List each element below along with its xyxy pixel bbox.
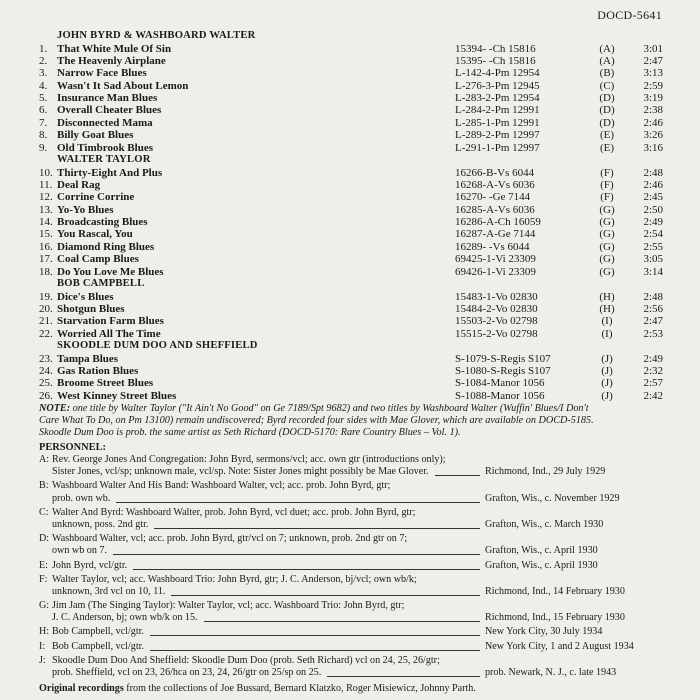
matrix-number: S-1088-Manor 1056 — [455, 389, 545, 402]
recording-place-date: Grafton, Wis., c. November 1929 — [485, 492, 620, 504]
personnel-line — [39, 667, 671, 679]
track-number: 5. — [39, 92, 48, 105]
session-code: (G) — [599, 228, 615, 241]
track-duration: 2:47 — [643, 54, 663, 67]
track-number: 24. — [39, 364, 53, 377]
track-title: Deal Rag — [57, 178, 101, 191]
track-duration: 2:50 — [643, 203, 663, 216]
track-row — [39, 377, 671, 389]
personnel-entry — [39, 480, 671, 504]
personnel-line — [39, 545, 671, 557]
track-title: Tampa Blues — [57, 352, 119, 365]
track-row — [39, 43, 671, 55]
track-number: 6. — [39, 104, 48, 117]
track-duration: 2:53 — [643, 327, 663, 340]
track-title: Coal Camp Blues — [57, 253, 139, 266]
track-row — [39, 167, 671, 179]
track-row — [39, 365, 671, 377]
track-title: Diamond Ring Blues — [57, 240, 155, 253]
personnel-entry — [39, 641, 671, 653]
track-title: Broome Street Blues — [57, 377, 154, 390]
track-duration: 2:46 — [643, 178, 663, 191]
track-row — [39, 291, 671, 303]
track-row — [39, 266, 671, 278]
personnel-entry — [39, 560, 671, 572]
personnel-line — [39, 626, 671, 638]
personnel-text: Bob Campbell, vcl/gtr. — [52, 640, 144, 652]
matrix-number: 69425-1-Vi 23309 — [455, 253, 536, 266]
track-duration: 2:42 — [643, 389, 663, 402]
personnel-line — [39, 560, 671, 572]
track-duration: 3:01 — [643, 42, 663, 55]
matrix-number: L-283-2-Pm 12954 — [455, 92, 540, 105]
personnel-line — [39, 454, 671, 466]
track-duration: 3:26 — [643, 129, 663, 142]
track-title: Shotgun Blues — [57, 302, 125, 315]
session-code: (C) — [599, 79, 615, 92]
track-number: 22. — [39, 327, 53, 340]
track-duration: 2:45 — [643, 191, 663, 204]
session-code: (H) — [599, 290, 615, 303]
track-number: 23. — [39, 352, 53, 365]
track-title: Old Timbrook Blues — [57, 141, 153, 154]
track-row — [39, 92, 671, 104]
session-key: D: — [39, 533, 50, 545]
session-code: (H) — [599, 302, 615, 315]
personnel-line — [39, 612, 671, 624]
matrix-number: 15484-2-Vo 02830 — [455, 302, 538, 315]
note-line-2: Care What To Do, on Pm 13100) remain undiscovered; Byrd recorded four sides with Mae Glover, which are available on DOCD-5185. — [39, 415, 594, 427]
track-title: Disconnected Mama — [57, 116, 153, 129]
track-number: 9. — [39, 141, 48, 154]
matrix-number: 16287-A-Ge 7144 — [455, 228, 536, 241]
track-number: 7. — [39, 116, 48, 129]
personnel-text: J. C. Anderson, bj; own wb/k on 15. — [52, 612, 198, 624]
section-heading: BOB CAMPBELL — [57, 278, 145, 290]
session-key: F: — [39, 573, 48, 585]
session-key: I: — [39, 640, 46, 652]
track-row — [39, 142, 671, 154]
matrix-number: 15483-1-Vo 02830 — [455, 290, 538, 303]
track-row — [39, 253, 671, 265]
track-duration: 2:57 — [643, 377, 663, 390]
matrix-number: 16266-B-Vs 6044 — [455, 166, 535, 179]
track-row — [39, 216, 671, 228]
track-title: Broadcasting Blues — [57, 216, 148, 229]
track-duration: 2:48 — [643, 290, 663, 303]
track-title: That White Mule Of Sin — [57, 42, 172, 55]
recording-place-date: New York City, 30 July 1934 — [485, 626, 603, 638]
track-duration: 2:59 — [643, 79, 663, 92]
recording-place-date: Grafton, Wis., c. March 1930 — [485, 518, 604, 530]
personnel-text: Washboard Walter And His Band: Washboard Walter, vcl; acc. prob. John Byrd, gtr; — [52, 480, 391, 492]
leader-line — [116, 502, 480, 503]
leader-line — [204, 621, 480, 622]
track-number: 18. — [39, 265, 53, 278]
matrix-number: 15394- -Ch 15816 — [455, 42, 536, 55]
note-line-3: Skoodle Dum Doo is prob. the same artist as Seth Richard (DOCD-5170: Rare Country Blues – Vol. 1). — [39, 427, 461, 439]
personnel-line — [39, 493, 671, 505]
track-row — [39, 315, 671, 327]
track-title: Corrine Corrine — [57, 191, 135, 204]
recording-place-date: Grafton, Wis., c. April 1930 — [485, 545, 598, 557]
track-row — [39, 328, 671, 340]
personnel-line — [39, 600, 671, 612]
track-title: Gas Ration Blues — [57, 364, 139, 377]
track-duration: 2:49 — [643, 352, 663, 365]
track-row — [39, 129, 671, 141]
track-number: 3. — [39, 67, 48, 80]
section-heading: WALTER TAYLOR — [57, 154, 151, 166]
track-title: Do You Love Me Blues — [57, 265, 164, 278]
personnel-heading: PERSONNEL: — [39, 442, 106, 453]
track-duration: 3:19 — [643, 92, 663, 105]
track-title: Yo-Yo Blues — [57, 203, 114, 216]
recording-place-date: Richmond, Ind., 15 February 1930 — [485, 612, 625, 624]
session-code: (G) — [599, 216, 615, 229]
track-row — [39, 303, 671, 315]
personnel-text: prob. Sheffield, vcl on 23, 26/hca on 23, 24, 26/gtr on 25/sp on 25. — [52, 667, 322, 678]
matrix-number: L-291-1-Pm 12997 — [455, 141, 540, 154]
track-duration: 2:49 — [643, 216, 663, 229]
track-row — [39, 204, 671, 216]
leader-line — [154, 528, 480, 529]
session-code: (G) — [599, 265, 615, 278]
track-title: Overall Cheater Blues — [57, 104, 162, 117]
personnel-text: Walter Taylor, vcl; acc. Washboard Trio: John Byrd, gtr; J. C. Anderson, bj/vcl; own wb/k; — [52, 573, 417, 585]
session-code: (A) — [599, 42, 615, 55]
track-duration: 2:56 — [643, 302, 663, 315]
session-key: G: — [39, 600, 50, 612]
leader-line — [113, 554, 480, 555]
session-key: C: — [39, 506, 49, 518]
note-label: NOTE: — [39, 403, 71, 414]
track-number: 15. — [39, 228, 53, 241]
track-number: 4. — [39, 79, 48, 92]
track-row — [39, 241, 671, 253]
track-duration: 3:13 — [643, 67, 663, 80]
matrix-number: L-289-2-Pm 12997 — [455, 129, 540, 142]
session-code: (D) — [599, 116, 615, 129]
section-heading: JOHN BYRD & WASHBOARD WALTER — [57, 30, 256, 41]
personnel-entry — [39, 626, 671, 638]
personnel-text: own wb on 7. — [52, 545, 107, 557]
matrix-number: 16285-A-Vs 6036 — [455, 203, 535, 216]
personnel-text: Sister Jones, vcl/sp; unknown male, vcl/sp. Note: Sister Jones might possibly be Mae Glover. — [52, 466, 429, 478]
personnel-line — [39, 586, 671, 598]
personnel-entry — [39, 600, 671, 624]
personnel-line — [39, 480, 671, 492]
personnel-text: Jim Jam (The Singing Taylor): Walter Taylor, vcl; acc. Washboard Trio: John Byrd, gtr; — [52, 600, 405, 612]
track-row — [39, 228, 671, 240]
matrix-number: 16270- -Ge 7144 — [455, 191, 531, 204]
personnel-line — [39, 574, 671, 586]
leader-line — [435, 475, 480, 476]
matrix-number: L-276-3-Pm 12945 — [455, 79, 540, 92]
session-code: (D) — [599, 104, 615, 117]
personnel-line — [39, 466, 671, 478]
personnel-text: unknown, 3rd vcl on 10, 11. — [52, 585, 166, 597]
catalog-number: DOCD-5641 — [597, 8, 662, 22]
track-number: 17. — [39, 253, 53, 266]
session-code: (G) — [599, 240, 615, 253]
personnel-section — [39, 441, 671, 681]
personnel-text: Bob Campbell, vcl/gtr. — [52, 626, 144, 638]
session-code: (F) — [600, 178, 614, 191]
matrix-number: 16289- -Vs 6044 — [455, 240, 530, 253]
track-title: Starvation Farm Blues — [57, 315, 164, 328]
matrix-number: S-1080-S-Regis S107 — [455, 364, 551, 377]
personnel-list — [39, 454, 671, 679]
personnel-text: unknown, poss. 2nd gtr. — [52, 518, 149, 530]
recording-place-date: Richmond, Ind., 14 February 1930 — [485, 585, 625, 597]
leader-line — [150, 635, 480, 636]
personnel-line — [39, 519, 671, 531]
matrix-number: 15515-2-Vo 02798 — [455, 327, 538, 340]
track-number: 10. — [39, 166, 53, 179]
personnel-line — [39, 641, 671, 653]
matrix-number: 69426-1-Vi 23309 — [455, 265, 536, 278]
matrix-number: L-284-2-Pm 12991 — [455, 104, 540, 117]
matrix-number: 15395- -Ch 15816 — [455, 54, 536, 67]
original-recordings-label: Original recordings — [39, 683, 124, 694]
session-code: (B) — [599, 67, 615, 80]
personnel-text: Washboard Walter, vcl; acc. prob. John Byrd, gtr/vcl on 7; unknown, prob. 2nd gtr on 7; — [52, 533, 408, 545]
personnel-text: Walter And Byrd: Washboard Walter, prob. John Byrd, vcl duet; acc. prob. John Byrd, gtr; — [52, 506, 416, 518]
personnel-entry — [39, 533, 671, 557]
track-number: 12. — [39, 191, 53, 204]
original-recordings-credit — [39, 683, 476, 694]
session-code: (G) — [599, 253, 615, 266]
matrix-number: S-1084-Manor 1056 — [455, 377, 545, 390]
track-number: 14. — [39, 216, 53, 229]
session-code: (E) — [599, 141, 615, 154]
matrix-number: 16268-A-Vs 6036 — [455, 178, 535, 191]
discography-note — [39, 403, 671, 440]
track-row — [39, 55, 671, 67]
track-number: 1. — [39, 42, 48, 55]
session-code: (E) — [599, 129, 615, 142]
personnel-line — [39, 533, 671, 545]
track-number: 2. — [39, 54, 48, 67]
matrix-number: L-142-4-Pm 12954 — [455, 67, 540, 80]
track-duration: 2:32 — [643, 364, 663, 377]
track-row — [39, 353, 671, 365]
track-duration: 2:38 — [643, 104, 663, 117]
track-number: 16. — [39, 240, 53, 253]
recording-place-date: Grafton, Wis., c. April 1930 — [485, 559, 598, 571]
matrix-number: 16286-A-Ch 16059 — [455, 216, 541, 229]
track-title: Thirty-Eight And Plus — [57, 166, 163, 179]
track-number: 26. — [39, 389, 53, 402]
track-row — [39, 104, 671, 116]
section-heading: SKOODLE DUM DOO AND SHEFFIELD — [57, 340, 258, 352]
session-code: (J) — [601, 364, 613, 377]
track-listing — [39, 30, 671, 402]
track-title: Narrow Face Blues — [57, 67, 147, 80]
session-code: (D) — [599, 92, 615, 105]
leader-line — [150, 650, 480, 651]
track-number: 11. — [39, 178, 53, 191]
session-code: (G) — [599, 203, 615, 216]
recording-place-date: New York City, 1 and 2 August 1934 — [485, 640, 634, 652]
track-row — [39, 80, 671, 92]
note-line-1 — [39, 403, 671, 415]
track-duration: 3:05 — [643, 253, 663, 266]
recording-place-date: prob. Newark, N. J., c. late 1943 — [485, 667, 617, 678]
session-code: (J) — [601, 377, 613, 390]
session-code: (A) — [599, 54, 615, 67]
track-number: 13. — [39, 203, 53, 216]
track-row — [39, 390, 671, 402]
personnel-entry — [39, 454, 671, 478]
note-text-1: one title by Walter Taylor ("It Ain't No Good" on Ge 7189/Spt 9682) and two titles by Washboard Walter (Wuffin' Blues/I Don't — [72, 403, 589, 414]
session-key: A: — [39, 454, 50, 465]
track-duration: 2:47 — [643, 315, 663, 328]
track-row — [39, 179, 671, 191]
track-number: 19. — [39, 290, 53, 303]
recording-place-date: Richmond, Ind., 29 July 1929 — [485, 466, 606, 478]
personnel-text: prob. own wb. — [52, 492, 111, 504]
track-row — [39, 191, 671, 203]
track-title: Billy Goat Blues — [57, 129, 134, 142]
session-key: J: — [39, 654, 46, 666]
matrix-number: 15503-2-Vo 02798 — [455, 315, 538, 328]
session-key: B: — [39, 480, 49, 492]
personnel-text: Skoodle Dum Doo And Sheffield: Skoodle Dum Doo (prob. Seth Richard) vcl on 24, 25, 26/gtr; — [52, 654, 440, 666]
track-duration: 3:14 — [643, 265, 663, 278]
personnel-text: Rev. George Jones And Congregation: John Byrd, sermons/vcl; acc. own gtr (introductions only); — [52, 454, 446, 465]
track-duration: 2:46 — [643, 116, 663, 129]
session-code: (I) — [601, 315, 613, 328]
session-code: (F) — [600, 191, 614, 204]
personnel-line — [39, 507, 671, 519]
session-code: (I) — [601, 327, 613, 340]
track-number: 20. — [39, 302, 53, 315]
session-key: H: — [39, 626, 50, 638]
track-title: Insurance Man Blues — [57, 92, 158, 105]
personnel-entry — [39, 507, 671, 531]
track-duration: 2:55 — [643, 240, 663, 253]
track-row — [39, 117, 671, 129]
personnel-text: John Byrd, vcl/gtr. — [52, 559, 128, 571]
personnel-entry — [39, 655, 671, 679]
track-title: Worried All The Time — [57, 327, 161, 340]
session-key: E: — [39, 559, 48, 571]
leader-line — [133, 569, 480, 570]
track-number: 8. — [39, 129, 48, 142]
track-duration: 2:54 — [643, 228, 663, 241]
track-row — [39, 67, 671, 79]
original-recordings-text: from the collections of Joe Bussard, Bernard Klatzko, Roger Misiewicz, Johnny Parth. — [123, 683, 476, 694]
session-code: (J) — [601, 389, 613, 402]
personnel-entry — [39, 574, 671, 598]
track-number: 21. — [39, 315, 53, 328]
track-number: 25. — [39, 377, 53, 390]
session-code: (F) — [600, 166, 614, 179]
track-duration: 2:48 — [643, 166, 663, 179]
leader-line — [171, 595, 480, 596]
track-title: The Heavenly Airplane — [57, 54, 166, 67]
track-title: Wasn't It Sad About Lemon — [57, 79, 189, 92]
personnel-line — [39, 655, 671, 667]
track-duration: 3:16 — [643, 141, 663, 154]
leader-line — [327, 676, 480, 677]
track-title: You Rascal, You — [57, 228, 133, 241]
session-code: (J) — [601, 352, 613, 365]
matrix-number: L-285-1-Pm 12991 — [455, 116, 540, 129]
matrix-number: S-1079-S-Regis S107 — [455, 352, 551, 365]
track-title: Dice's Blues — [57, 290, 114, 303]
track-title: West Kinney Street Blues — [57, 389, 177, 402]
